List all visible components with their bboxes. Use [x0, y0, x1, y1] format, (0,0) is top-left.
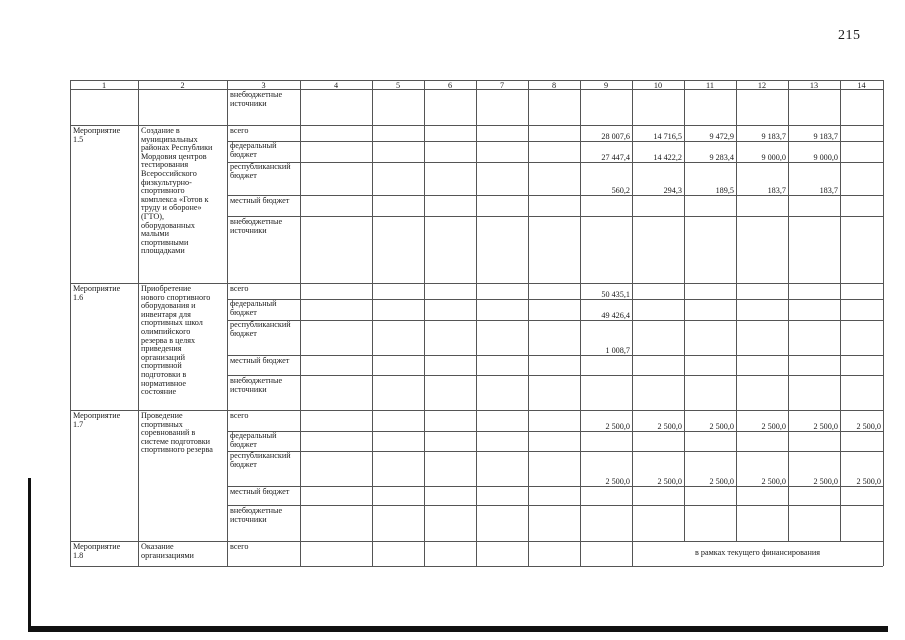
column-header-13: 13	[809, 81, 819, 90]
column-header-5: 5	[395, 81, 401, 90]
column-header-2: 2	[180, 81, 185, 90]
grid-line-h	[227, 505, 883, 506]
row-1-5-source-extra: внебюджетные источники	[230, 217, 283, 235]
row-1-6-republic-value: 1 008,7	[605, 346, 630, 355]
row-1-6-source-extra: внебюджетные источники	[230, 376, 283, 394]
row-1-5-republic-value: 560,2	[611, 186, 630, 195]
row-1-5-total-value: 28 007,6	[601, 132, 630, 141]
row-1-7-total-value: 2 500,0	[709, 422, 734, 431]
row-1-5-description: Создание в муниципальных районах Республики Мордовия центров тестирования Всероссийского физкультурно- спортивного комплекса «Готов к труду и обороне» (ГТО), оборудованных малыми спортивными площадками	[141, 126, 213, 256]
grid-line-v	[138, 80, 139, 566]
row-1-5-republic-value: 183,7	[819, 186, 838, 195]
row-1-6-source-republic: республиканский бюджет	[230, 320, 291, 338]
row-1-5-federal-value: 9 000,0	[813, 153, 838, 162]
row-1-6-label: Мероприятие 1.6	[73, 284, 121, 302]
row-1-7-republic-value: 2 500,0	[709, 477, 734, 486]
row-1-5-source-total: всего	[230, 126, 249, 135]
column-header-8: 8	[551, 81, 557, 90]
grid-line-v	[840, 80, 841, 541]
row-1-5-total-value: 9 472,9	[709, 132, 734, 141]
column-header-6: 6	[447, 81, 453, 90]
row-1-7-source-local: местный бюджет	[230, 487, 290, 496]
row-1-8-funding-note: в рамках текущего финансирования	[694, 548, 821, 557]
grid-line-v	[632, 80, 633, 541]
row-1-7-label: Мероприятие 1.7	[73, 411, 121, 429]
grid-line-h	[227, 320, 883, 321]
column-header-1: 1	[101, 81, 107, 90]
row-1-7-total-value: 2 500,0	[657, 422, 682, 431]
row-1-7-republic-value: 2 500,0	[813, 477, 838, 486]
row-1-7-total-value: 2 500,0	[813, 422, 838, 431]
grid-line-h	[227, 299, 883, 300]
row-1-5-federal-value: 14 422,2	[653, 153, 682, 162]
row-1-6-total-value: 50 435,1	[601, 290, 630, 299]
row-1-5-republic-value: 189,5	[715, 186, 734, 195]
row-1-7-source-extra: внебюджетные источники	[230, 506, 283, 524]
column-header-7: 7	[499, 81, 505, 90]
row-1-6-source-federal: федеральный бюджет	[230, 299, 277, 317]
row-1-7-republic-value: 2 500,0	[657, 477, 682, 486]
row-1-7-source-republic: республиканский бюджет	[230, 451, 291, 469]
row-1-5-federal-value: 9 000,0	[761, 153, 786, 162]
scan-bottom-bar	[28, 626, 888, 632]
column-header-14: 14	[857, 81, 866, 90]
grid-line-v	[227, 80, 228, 566]
row-1-6-description: Приобретение нового спортивного оборудования и инвентаря для спортивных школ олимпийского резерва в целях приведения организаций спортивной подготовки в нормативное состояние	[141, 284, 211, 397]
grid-line-v	[788, 80, 789, 541]
grid-line-h	[227, 375, 883, 376]
column-header-3: 3	[261, 81, 266, 90]
row-1-8-label: Мероприятие 1.8	[73, 542, 121, 560]
grid-line-v	[883, 80, 884, 566]
grid-line-h	[227, 141, 883, 142]
row-1-5-source-republic: республиканский бюджет	[230, 162, 291, 180]
column-header-4: 4	[333, 81, 339, 90]
grid-line-v	[424, 80, 425, 566]
row-1-6-federal-value: 49 426,4	[601, 311, 630, 320]
grid-line-h	[227, 216, 883, 217]
page-number: 215	[838, 28, 861, 43]
row-1-7-republic-value: 2 500,0	[856, 477, 881, 486]
row-1-6-source-local: местный бюджет	[230, 356, 290, 365]
grid-line-v	[736, 80, 737, 541]
column-header-9: 9	[603, 81, 609, 90]
row-1-7-total-value: 2 500,0	[761, 422, 786, 431]
grid-line-h	[227, 195, 883, 196]
row-1-5-source-federal: федеральный бюджет	[230, 141, 277, 159]
row-1-5-source-local: местный бюджет	[230, 196, 290, 205]
grid-line-h	[227, 486, 883, 487]
row-1-8-source-total: всего	[230, 542, 249, 551]
row-1-7-total-value: 2 500,0	[605, 422, 630, 431]
row-1-5-federal-value: 27 447,4	[601, 153, 630, 162]
column-header-12: 12	[757, 81, 767, 90]
grid-line-h	[227, 451, 883, 452]
grid-line-v	[684, 80, 685, 541]
grid-line-h	[70, 566, 883, 567]
grid-line-v	[70, 80, 71, 566]
column-header-10: 10	[653, 81, 663, 90]
grid-line-h	[227, 431, 883, 432]
row-1-5-federal-value: 9 283,4	[709, 153, 734, 162]
row-1-7-source-federal: федеральный бюджет	[230, 431, 277, 449]
grid-line-v	[372, 80, 373, 566]
grid-line-h	[227, 162, 883, 163]
row-1-5-republic-value: 183,7	[767, 186, 786, 195]
row-1-5-label: Мероприятие 1.5	[73, 126, 121, 144]
row-1-7-total-value: 2 500,0	[856, 422, 881, 431]
row-1-5-total-value: 9 183,7	[761, 132, 786, 141]
grid-line-h	[227, 355, 883, 356]
column-header-11: 11	[706, 81, 714, 90]
row-1-7-source-total: всего	[230, 411, 249, 420]
row-1-5-total-value: 14 716,5	[653, 132, 682, 141]
grid-line-v	[528, 80, 529, 566]
row-1-5-republic-value: 294,3	[663, 186, 682, 195]
budget-table	[70, 80, 883, 566]
row-1-8-description: Оказание организациями	[141, 542, 194, 560]
grid-line-v	[300, 80, 301, 566]
row-1-6-source-total: всего	[230, 284, 249, 293]
scan-edge-mark	[28, 478, 31, 628]
row-1-7-description: Проведение спортивных соревнований в системе подготовки спортивного резерва	[141, 411, 213, 455]
continuation-sources: внебюджетные источники	[230, 90, 283, 108]
row-1-7-republic-value: 2 500,0	[605, 477, 630, 486]
row-1-7-republic-value: 2 500,0	[761, 477, 786, 486]
row-1-5-total-value: 9 183,7	[813, 132, 838, 141]
grid-line-v	[476, 80, 477, 566]
